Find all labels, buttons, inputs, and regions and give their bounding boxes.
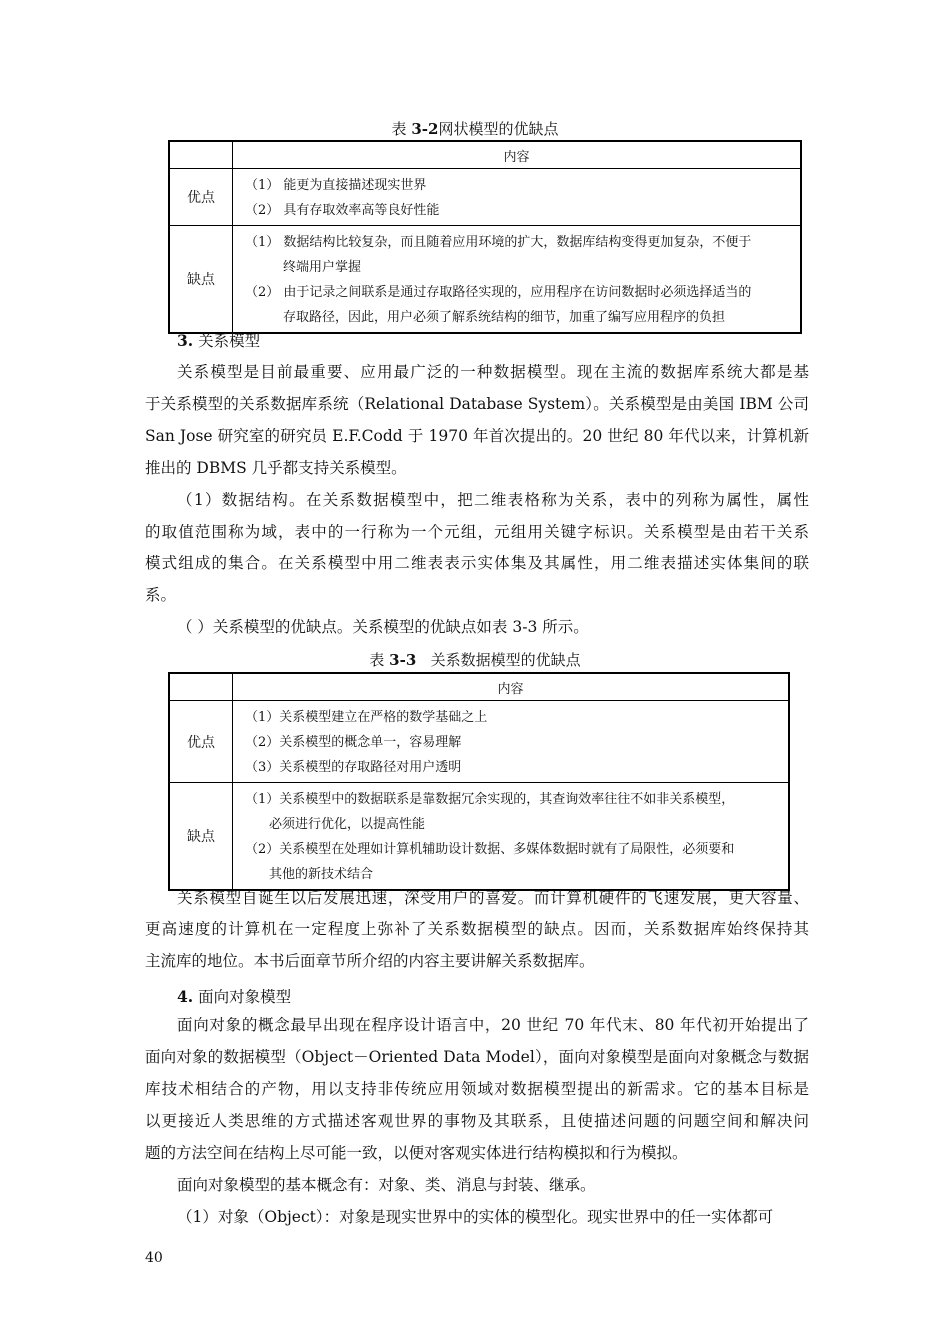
table2-dis-item-cont: 必须进行优化，以提高性能	[269, 817, 426, 832]
table2-header: 内容	[233, 673, 790, 701]
paragraph7: （1）对象（Object）：对象是现实世界中的实体的模型化。现实世界中的任一实体都可	[177, 1208, 774, 1226]
paragraph4-line: 关系模型自诞生以后发展迅速，深受用户的喜爱。而计算机硬件的飞速发展，更大容量、	[177, 889, 809, 907]
paragraph5-line: 库技术相结合的产物，用以支持非传统应用领域对数据模型提出的新需求。它的基本目标是	[145, 1080, 809, 1098]
table1-header: 内容	[233, 141, 802, 169]
table1-dis-cell	[233, 226, 802, 334]
table2-adv-item: （3）关系模型的存取路径对用户透明	[245, 760, 462, 775]
table2-adv-cell	[233, 701, 790, 783]
paragraph2-line: （1）数据结构。在关系数据模型中，把二维表格称为关系，表中的列称为属性，属性	[177, 491, 809, 509]
table1-dis-item: （2） 由于记录之间联系是通过存取路径实现的，应用程序在访问数据时必须选择适当的	[245, 285, 752, 300]
paragraph1-line: 关系模型是目前最重要、应用最广泛的一种数据模型。现在主流的数据库系统大都是基	[177, 363, 809, 381]
section4-number: 4.	[177, 987, 194, 1006]
table2-caption-number: 3-3	[389, 651, 417, 669]
paragraph3: （ ）关系模型的优缺点。关系模型的优缺点如表 3-3 所示。	[177, 618, 589, 636]
table2-adv-item: （1）关系模型建立在严格的数学基础之上	[245, 710, 488, 725]
table1-dis-label: 缺点	[169, 226, 233, 334]
table2-caption-prefix: 表	[369, 651, 385, 669]
paragraph2-line: 模式组成的集合。在关系模型中用二维表表示实体集及其属性，用二维表描述实体集间的联	[145, 554, 809, 572]
table1-caption	[0, 118, 950, 139]
paragraph5-line: 面向对象的数据模型（Object－Oriented Data Model），面向对象模型是面向对象概念与数据	[145, 1048, 809, 1066]
section4-title: 面向对象模型	[198, 988, 292, 1006]
paragraph2-line: 系。	[145, 586, 177, 604]
table2-adv-label: 优点	[169, 701, 233, 783]
paragraph4-line: 主流库的地位。本书后面章节所介绍的内容主要讲解关系数据库。	[145, 952, 595, 970]
section3-number: 3.	[177, 331, 194, 350]
table2-dis-label: 缺点	[169, 783, 233, 891]
table2-dis-item: （1）关系模型中的数据联系是靠数据冗余实现的，其查询效率往往不如非关系模型，	[245, 792, 735, 807]
paragraph2-line: 的取值范围称为域，表中的一行称为一个元组，元组用关键字标识。关系模型是由若干关系	[145, 523, 809, 541]
section3-title: 关系模型	[198, 332, 261, 350]
table2-dis-item: （2）关系模型在处理如计算机辅助设计数据、多媒体数据时就有了局限性，必须要和	[245, 842, 735, 857]
table1-adv-item: （1） 能更为直接描述现实世界	[245, 178, 427, 193]
table1-caption-prefix: 表	[391, 120, 407, 138]
table1-dis-item-cont: 存取路径，因此，用户必须了解系统结构的细节，加重了编写应用程序的负担	[283, 310, 726, 325]
paragraph5-line: 面向对象的概念最早出现在程序设计语言中，20 世纪 70 年代末、80 年代初开始提出了	[177, 1016, 809, 1034]
paragraph4-line: 更高速度的计算机在一定程度上弥补了关系数据模型的缺点。因而，关系数据库始终保持其	[145, 920, 809, 938]
table1-caption-number: 3-2	[411, 120, 439, 138]
page-number: 40	[145, 1250, 163, 1266]
table2-dis-item-cont: 其他的新技术结合	[269, 867, 374, 882]
table1-adv-item: （2） 具有存取效率高等良好性能	[245, 203, 440, 218]
table1-caption-title: 网状模型的优缺点	[438, 120, 559, 138]
table2-adv-item: （2）关系模型的概念单一，容易理解	[245, 735, 462, 750]
table1	[168, 140, 802, 334]
table1-dis-item: （1） 数据结构比较复杂，而且随着应用环境的扩大，数据库结构变得更加复杂，不便于	[245, 235, 752, 250]
paragraph5-line: 以更接近人类思维的方式描述客观世界的事物及其联系，且使描述问题的问题空间和解决问	[145, 1112, 809, 1130]
table1-dis-item-cont: 终端用户掌握	[283, 260, 362, 275]
section4-heading	[177, 985, 291, 1007]
paragraph1-line: 于关系模型的关系数据库系统（Relational Database System）。关系模型是由美国 IBM 公司	[145, 395, 809, 413]
table2	[168, 672, 790, 891]
table1-corner-cell	[169, 141, 233, 169]
table2-corner-cell	[169, 673, 233, 701]
paragraph5-line: 题的方法空间在结构上尽可能一致，以便对客观实体进行结构模拟和行为模拟。	[145, 1144, 688, 1162]
section3-heading	[177, 329, 260, 351]
table1-adv-label: 优点	[169, 169, 233, 226]
paragraph1-line: San Jose 研究室的研究员 E.F.Codd 于 1970 年首次提出的。20 世纪 80 年代以来，计算机新	[145, 427, 809, 445]
table2-caption-title: 关系数据模型的优缺点	[430, 651, 581, 669]
table2-dis-cell	[233, 783, 790, 891]
table2-caption	[0, 649, 950, 670]
paragraph1-line: 推出的 DBMS 几乎都支持关系模型。	[145, 459, 407, 477]
paragraph6: 面向对象模型的基本概念有：对象、类、消息与封装、继承。	[177, 1176, 596, 1194]
table1-adv-cell	[233, 169, 802, 226]
